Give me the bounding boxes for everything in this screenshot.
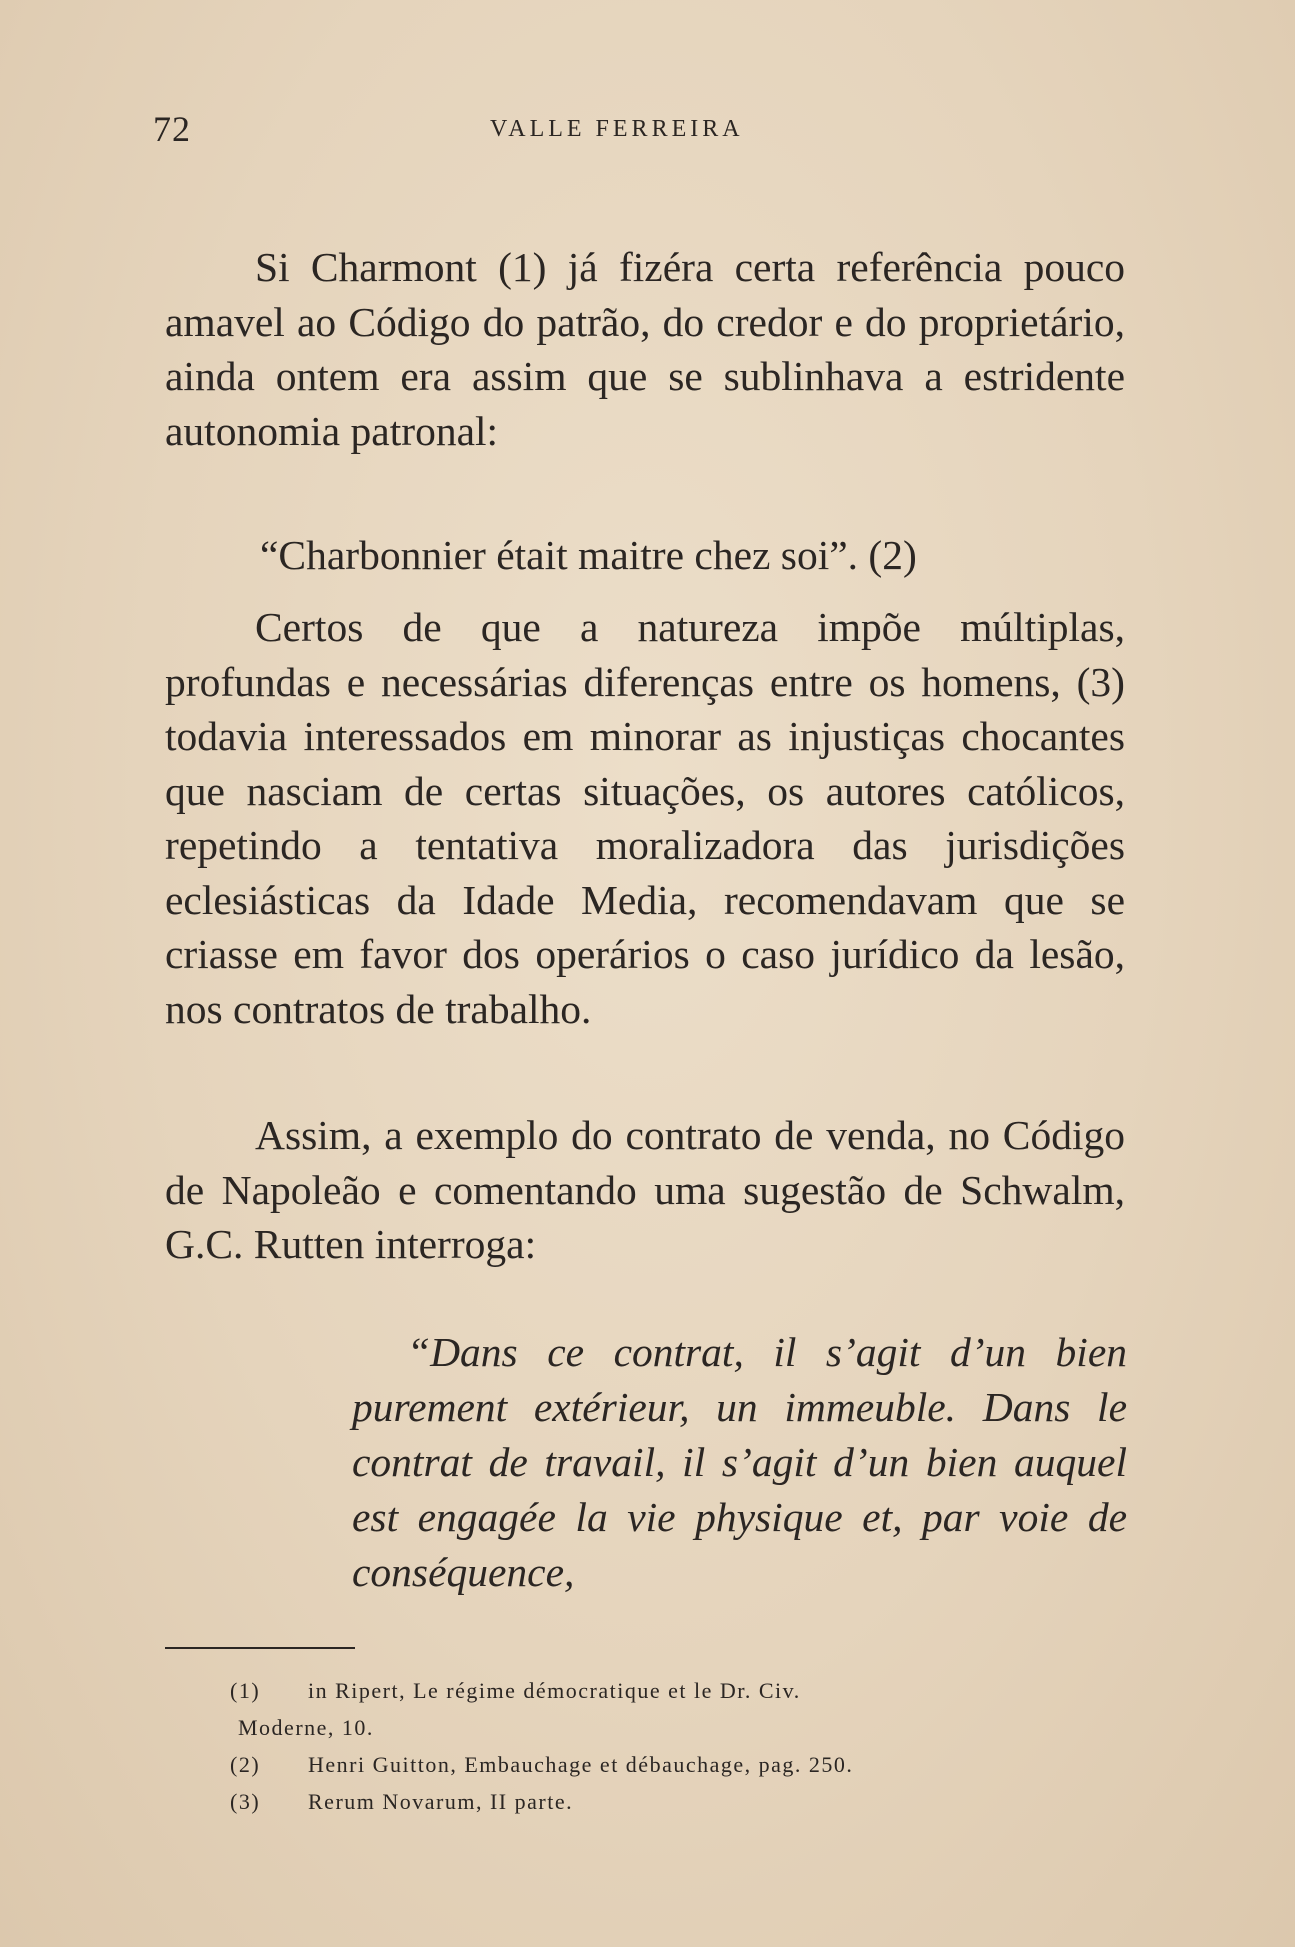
footnote-text: in Ripert, Le régime démocratique et le Dr. Civ. [308, 1678, 801, 1703]
footnote-marker: (3) [230, 1789, 261, 1814]
paragraph-text: Assim, a exemplo do contrato de venda, no Código de Napoleão e comentando uma sugestão de Schwalm, G.C. Rutten interroga: [165, 1112, 1125, 1267]
page-number: 72 [153, 109, 191, 149]
footnote-marker: (1) [230, 1678, 261, 1703]
paragraph-text: Certos de que a natureza impõe múltiplas, profundas e necessárias diferenças entre os homens, (3) todavia interessados em minorar as injustiças chocantes que nasciam de certas situações, os autores católicos, repetindo a tentativa moralizadora das jurisdições eclesiásticas da Idade Media, recomendavam que se criasse em favor dos operários o caso jurídico da lesão, nos contratos de trabalho. [165, 604, 1125, 1032]
footnote-marker: (2) [230, 1752, 261, 1777]
body-paragraph-3 [165, 600, 1125, 1036]
paragraph-text: “Charbonnier était maitre chez soi”. (2) [260, 532, 917, 578]
footnote-text: Rerum Novarum, II parte. [308, 1789, 574, 1814]
footnote-text-continuation: Moderne, 10. [238, 1715, 374, 1740]
footnote-1 [165, 1672, 1125, 1746]
footnotes [165, 1672, 1125, 1820]
footnote-3 [165, 1783, 1125, 1820]
paragraph-text: Si Charmont (1) já fizéra certa referência pouco amavel ao Código do patrão, do credor e do proprietário, ainda ontem era assim que se sublinhava a estridente autonomia patronal: [165, 244, 1125, 454]
footnote-separator [165, 1647, 355, 1649]
block-quote [352, 1325, 1127, 1600]
body-paragraph-2 [165, 528, 1125, 583]
running-head: VALLE FERREIRA [490, 116, 744, 142]
quote-text: “Dans ce contrat, il s’agit d’un bien purement extérieur, un immeuble. Dans le contrat de travail, il s’agit d’un bien auquel est engagée la vie physique et, par voie de conséquence, [352, 1329, 1127, 1595]
body-paragraph-4 [165, 1108, 1125, 1272]
body-paragraph-1 [165, 240, 1125, 458]
footnote-2 [165, 1746, 1125, 1783]
footnote-text: Henri Guitton, Embauchage et débauchage, pag. 250. [308, 1752, 854, 1777]
